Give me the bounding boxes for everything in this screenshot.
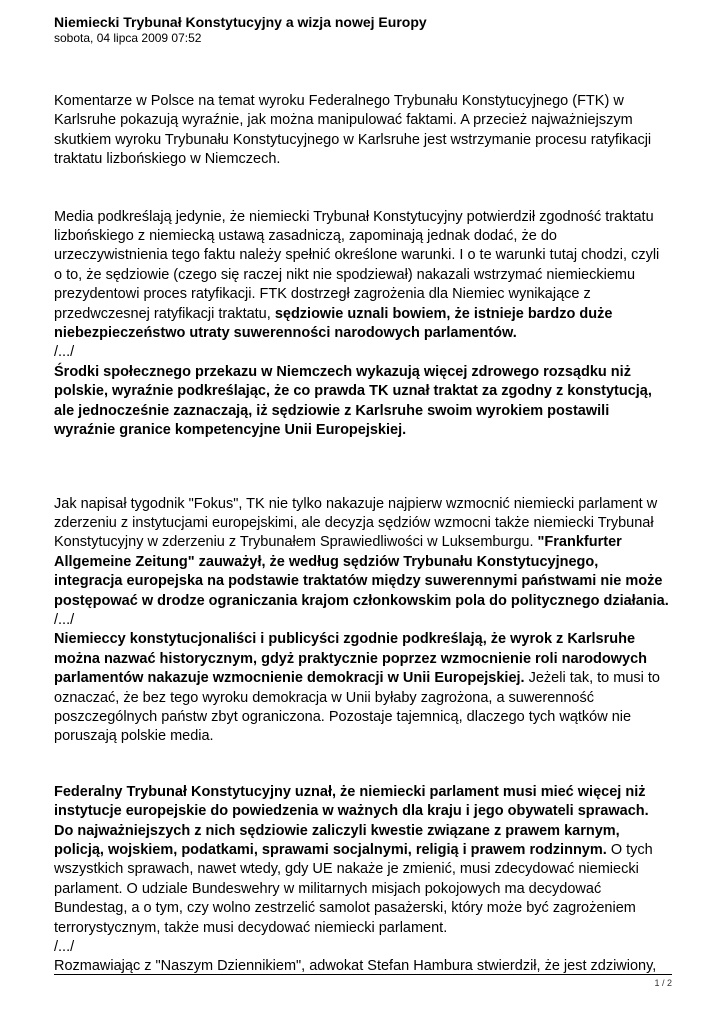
page-number: 1 / 2	[654, 978, 672, 988]
ellipsis-2: /.../	[54, 611, 75, 628]
paragraph-5-text: Jeżeli tak, to musi to oznaczać, że bez tego wyroku demokracja w Unii byłaby zagrożona, a suwerenność poszczególnych państw zbyt ograniczona. Pozostaje tajemnicą, dlaczego tych wątków nie poruszają polskie media.	[54, 670, 660, 745]
paragraph-4	[54, 495, 674, 611]
paragraph-4-bold: "Frankfurter Allgemeine Zeitung" zauważył, że według sędziów Trybunału Konstytucyjnego, integracja europejska na podstawie traktatów między suwerennymi państwami nie może postępować w drodze ograniczania krajom członkowskim pola do politycznego działania.	[54, 534, 669, 609]
ellipsis-3: /.../	[54, 939, 75, 956]
paragraph-3	[54, 363, 674, 441]
paragraph-5-bold: Niemieccy konstytucjonaliści i publicyści zgodnie podkreślają, że wyrok z Karlsruhe można nazwać historycznym, gdyż praktycznie poprzez wzmocnienie roli narodowych parlamentów nakazuje wzmocnienie demokracji w Unii Europejskiej.	[54, 631, 648, 687]
paragraph-1: Komentarze w Polsce na temat wyroku Federalnego Trybunału Konstytucyjnego (FTK) w Karlsruhe pokazują wyraźnie, jak można manipulować faktami. A przecież najważniejszym skutkiem wyroku Trybunału Konstytucyjnego w Karlsruhe jest wstrzymanie procesu ratyfikacji traktatu lizbońskiego w Niemczech.	[54, 93, 652, 168]
footer-divider	[54, 974, 672, 975]
paragraph-2	[54, 208, 674, 344]
paragraph-2-bold: sędziowie uznali bowiem, że istnieje bardzo duże niebezpieczeństwo utraty suwerenności narodowych parlamentów.	[54, 305, 613, 342]
article-date: sobota, 04 lipca 2009 07:52	[54, 31, 202, 45]
ellipsis-1: /.../	[54, 344, 75, 361]
paragraph-4-text: Jak napisał tygodnik "Fokus", TK nie tylko nakazuje najpierw wzmocnić niemiecki parlament w zderzeniu z instytucjami europejskimi, ale decyzja sędziów wzmocni także niemiecki Trybunał Konstytucyjny w zderzeniu z Trybunałem Sprawiedliwości w Luksemburgu.	[54, 495, 658, 551]
paragraph-3-bold: Środki społecznego przekazu w Niemczech wykazują więcej zdrowego rozsądku niż polskie, wyraźnie podkreślając, że co prawda TK uznał traktat za zgodny z konstytucją, ale jednocześnie zaznaczają, iż sędziowie z Karlsruhe swoim wyrokiem postawili wyraźnie granice kompetencyjne Unii Europejskiej.	[54, 363, 652, 439]
article-title: Niemiecki Trybunał Konstytucyjny a wizja nowej Europy	[54, 14, 427, 30]
paragraph-6-text: O tych wszystkich sprawach, nawet wtedy, gdy UE nakaże je zmienić, musi zdecydować niemiecki parlament. O udziale Bundeswehry w militarnych misjach pokojowych ma decydować Bundestag, a o tym, czy wolno zestrzelić samolot pasażerski, który może być zagrożeniem terrorystycznym, także musi decydować niemiecki parlament.	[54, 842, 653, 936]
document-header	[54, 14, 427, 46]
article-body	[54, 92, 674, 977]
paragraph-7: Rozmawiając z "Naszym Dziennikiem", adwokat Stefan Hambura stwierdził, że jest zdziwiony,	[54, 958, 657, 975]
paragraph-6	[54, 783, 674, 938]
paragraph-6-bold: Federalny Trybunał Konstytucyjny uznał, że niemiecki parlament musi mieć więcej niż instytucje europejskie do powiedzenia w ważnych dla kraju i jego obywateli sprawach. Do najważniejszych z nich sędziowie zaliczyli kwestie związane z prawem karnym, policją, wojskiem, podatkami, sprawami socjalnymi, religią i prawem rodzinnym.	[54, 783, 649, 858]
paragraph-2-text: Media podkreślają jedynie, że niemiecki Trybunał Konstytucyjny potwierdził zgodność traktatu lizbońskiego z niemiecką ustawą zasadniczą, zapominają jednak dodać, że do urzeczywistnienia tego faktu należy spełnić określone warunki. I o te warunki tutaj chodzi, czyli o to, że sędziowie (czego się raczej nikt nie spodziewał) nakazali wstrzymać niemieckiemu prezydentowi proces ratyfikacji. FTK dostrzegł zagrożenia dla Niemiec wynikające z przedwczesnej ratyfikacji traktatu,	[54, 208, 660, 322]
paragraph-5	[54, 630, 674, 746]
